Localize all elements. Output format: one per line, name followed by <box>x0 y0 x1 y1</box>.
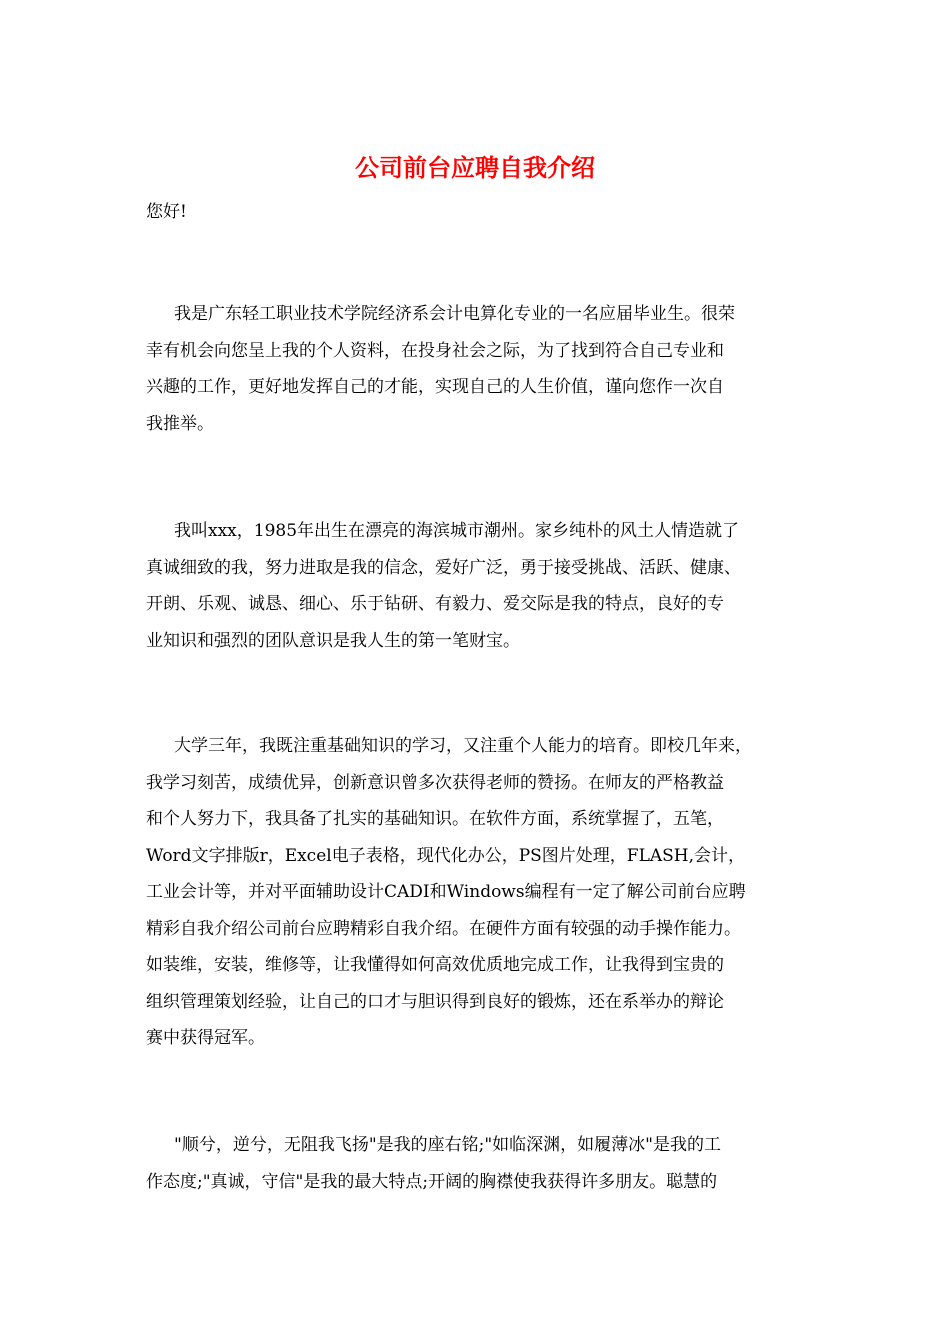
paragraph-line: 我学习刻苦，成绩优异，创新意识曾多次获得老师的赞扬。在师友的严格教益 <box>146 772 724 793</box>
paragraph-line: 开朗、乐观、诚恳、细心、乐于钻研、有毅力、爱交际是我的特点，良好的专 <box>146 594 724 614</box>
document-title: 公司前台应聘自我介绍 <box>355 154 595 182</box>
paragraph-1 <box>146 296 818 442</box>
paragraph-3 <box>146 728 818 1057</box>
paragraph-line: 赛中获得冠军。 <box>146 1028 265 1048</box>
paragraph-line: 组织管理策划经验，让自己的口才与胆识得到良好的锻炼，还在系举办的辩论 <box>146 991 724 1012</box>
paragraph-line: 我是广东轻工职业技术学院经济系会计电算化专业的一名应届毕业生。很荣 <box>174 304 735 324</box>
paragraph-line: "顺兮，逆兮，无阻我飞扬"是我的座右铭;"如临深渊，如履薄冰"是我的工 <box>174 1135 722 1155</box>
greeting-text: 您好! <box>146 202 187 222</box>
paragraph-line: 和个人努力下，我具备了扎实的基础知识。在软件方面，系统掌握了，五笔， <box>146 809 724 829</box>
paragraph-line: 大学三年，我既注重基础知识的学习，又注重个人能力的培育。即校几年来， <box>174 736 752 756</box>
paragraph-line: 幸有机会向您呈上我的个人资料，在投身社会之际，为了找到符合自己专业和 <box>146 340 724 361</box>
paragraph-2 <box>146 513 818 659</box>
paragraph-line: Word文字排版r，Excel电子表格，现代化办公，PS图片处理，FLASH,会计， <box>146 845 746 866</box>
paragraph-line: 我推举。 <box>146 413 214 434</box>
paragraph-line: 我叫xxx，1985年出生在漂亮的海滨城市潮州。家乡纯朴的风土人情造就了 <box>174 521 740 541</box>
paragraph-line: 作态度;"真诚，守信"是我的最大特点;开阔的胸襟使我获得许多朋友。聪慧的 <box>146 1171 718 1192</box>
paragraph-line: 真诚细致的我，努力进取是我的信念，爱好广泛，勇于接受挑战、活跃、健康、 <box>146 557 741 578</box>
paragraph-line: 工业会计等，并对平面辅助设计CADI和Windows编程有一定了解公司前台应聘 <box>146 882 746 902</box>
paragraph-4 <box>146 1127 818 1200</box>
paragraph-line: 兴趣的工作，更好地发挥自己的才能，实现自己的人生价值，谨向您作一次自 <box>146 377 724 397</box>
paragraph-line: 如装维，安装，维修等，让我懂得如何高效优质地完成工作，让我得到宝贵的 <box>146 955 724 975</box>
paragraph-line: 精彩自我介绍公司前台应聘精彩自我介绍。在硬件方面有较强的动手操作能力。 <box>146 918 741 939</box>
paragraph-line: 业知识和强烈的团队意识是我人生的第一笔财宝。 <box>146 630 520 651</box>
